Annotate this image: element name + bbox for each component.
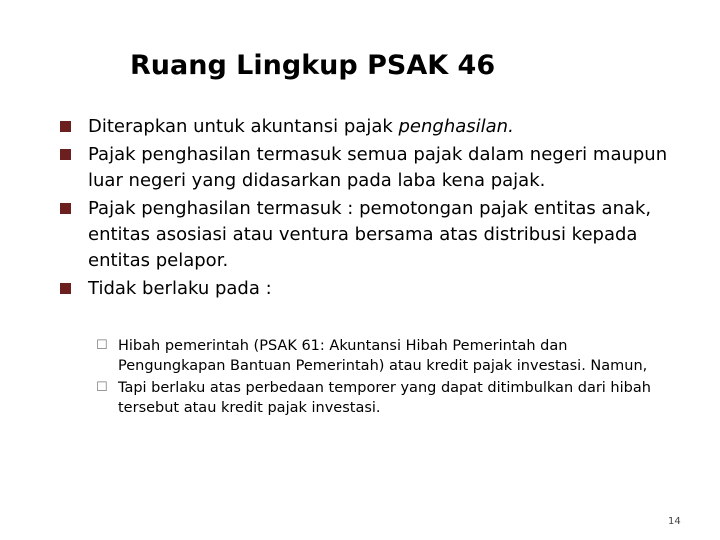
- sub-bullet-text: Hibah pemerintah (PSAK 61: Akuntansi Hibah Pemerintah dan Pengungkapan Bantuan Pemerintah) atau kredit pajak investasi. Namun,: [118, 338, 648, 374]
- bullet-emphasis: penghasilan.: [398, 116, 514, 137]
- square-bullet-icon: [60, 283, 71, 294]
- bullet-item: [60, 276, 700, 302]
- bullet-item: [60, 114, 700, 140]
- bullet-text: Diterapkan untuk akuntansi pajak: [88, 116, 399, 137]
- bullet-list: [60, 114, 700, 304]
- sub-bullet-text: Tapi berlaku atas perbedaan temporer yang dapat ditimbulkan dari hibah tersebut atau kredit pajak investasi.: [118, 380, 651, 416]
- sub-bullet-item: [96, 336, 676, 376]
- square-bullet-icon: [60, 121, 71, 132]
- bullet-item: [60, 142, 700, 194]
- page-title: Ruang Lingkup PSAK 46: [130, 50, 496, 81]
- sub-bullet-item: [96, 378, 676, 418]
- sub-bullet-list: [96, 336, 676, 420]
- checkbox-bullet-icon: ☐: [96, 338, 108, 353]
- square-bullet-icon: [60, 149, 71, 160]
- page-number: 14: [668, 516, 681, 527]
- square-bullet-icon: [60, 203, 71, 214]
- checkbox-bullet-icon: ☐: [96, 380, 108, 395]
- bullet-item: [60, 196, 700, 274]
- bullet-text: Pajak penghasilan termasuk : pemotongan pajak entitas anak, entitas asosiasi atau ventura bersama atas distribusi kepada entitas pelapor.: [88, 198, 652, 271]
- bullet-text: Tidak berlaku pada :: [88, 278, 272, 299]
- bullet-text: Pajak penghasilan termasuk semua pajak dalam negeri maupun luar negeri yang didasarkan pada laba kena pajak.: [88, 144, 668, 191]
